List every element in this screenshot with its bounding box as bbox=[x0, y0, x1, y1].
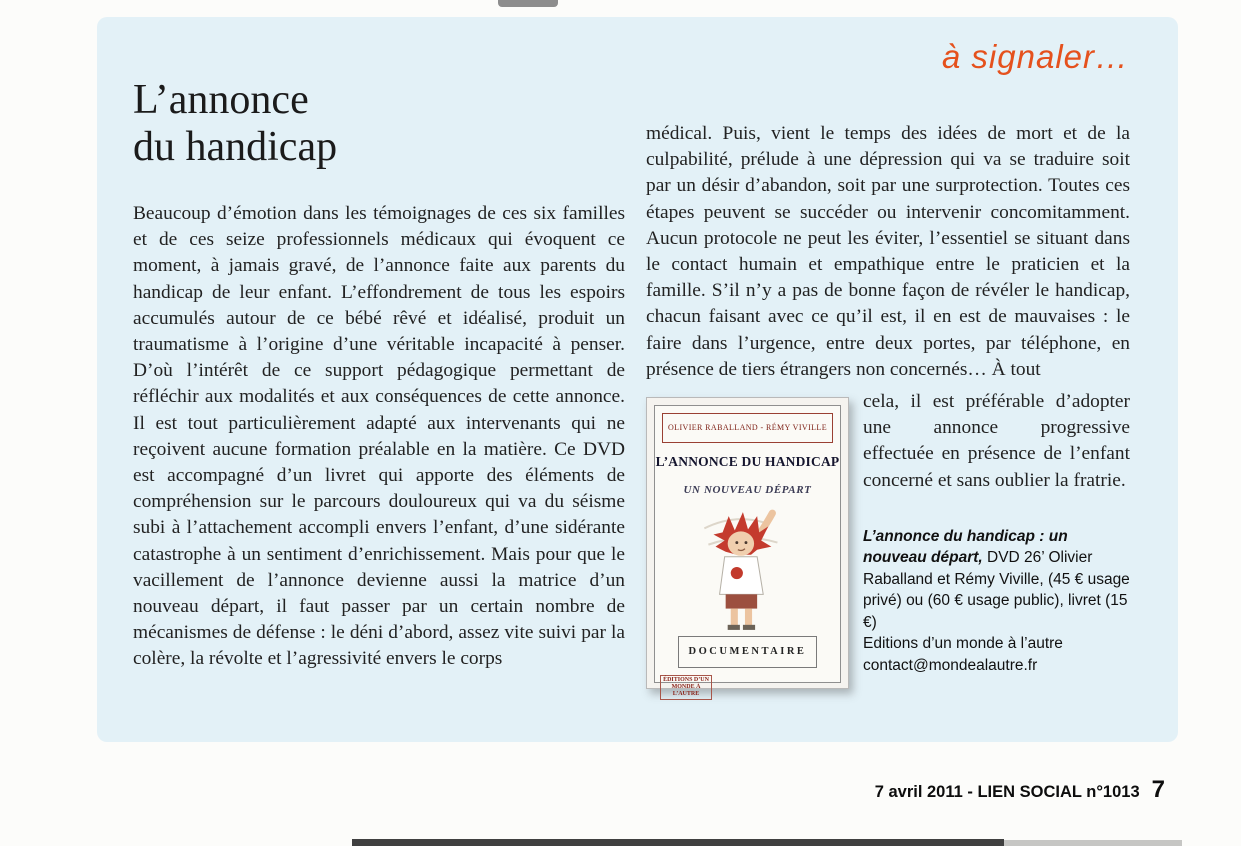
page-footer bbox=[875, 776, 1165, 804]
dvd-illustration bbox=[660, 504, 835, 636]
article-wrap-text: cela, il est préférable d’adopter une annonce progressive effectuée en présence de l’enfant concerné et sans oublier la fratrie. bbox=[863, 391, 1130, 491]
dvd-title: L’ANNONCE DU HANDICAP bbox=[655, 454, 840, 470]
article-panel bbox=[97, 17, 1178, 742]
article-title bbox=[133, 77, 337, 171]
footer-issue-info: 7 avril 2011 - LIEN SOCIAL n°1013 bbox=[874, 783, 1140, 801]
scan-artifact-bottom-light bbox=[1004, 840, 1182, 846]
caption-publisher: Editions d’un monde à l’autre bbox=[863, 635, 1063, 653]
dvd-cover-inner bbox=[654, 405, 841, 697]
caption-contact-email: contact@mondealautre.fr bbox=[863, 656, 1038, 674]
media-text-column bbox=[849, 389, 1130, 689]
caption-details: DVD 26’ Olivier Raballand et Rémy Viville, (45 € usage privé) ou (60 € usage public), livret (15 €) bbox=[863, 549, 1130, 631]
article-column-left: Beaucoup d’émotion dans les témoignages de ces six familles et de ces seize professionnels médicaux qui évoquent ce moment, à jamais gravé, de l’annonce faite aux parents du handicap de leur enfant. L’effondrement de tous les espoirs accumulés autour de ce bébé rêvé et idéalisé, produit un traumatisme à l’origine d’une véritable incapacité à penser. D’où l’intérêt de ce support pédagogique permettant de réfléchir aux modalités et aux conséquences de cette annonce. Il est tout particulièrement adapté aux intervenants qui ne reçoivent aucune formation préalable en la matière. Ce DVD est accompagné d’un livret qui apporte des éléments de compréhension sur le parcours douloureux qui va du séisme subi à l’attachement accompli envers l’enfant, d’une sidérante catastrophe à un sentiment d’enrichissement. Mais pour que le vacillement de l’annonce devienne aussi la matrice d’un nouveau départ, il faut passer par un certain nombre de mécanismes de défense : le déni d’abord, assez vite suivi par la colère, la révolte et l’agressivité envers le corps bbox=[133, 203, 625, 670]
page-number: 7 bbox=[1151, 776, 1165, 803]
media-row bbox=[646, 389, 1130, 697]
article-column-right bbox=[646, 121, 1130, 697]
dvd-publisher-logo: ÉDITIONS D’UN MONDE À L’AUTRE bbox=[660, 675, 712, 700]
caption-main bbox=[863, 526, 1130, 634]
scan-artifact-bottom-dark bbox=[352, 839, 1004, 846]
article-title-line2: du handicap bbox=[133, 124, 338, 170]
dvd-publisher-row bbox=[660, 675, 835, 700]
article-column-right-text: médical. Puis, vient le temps des idées de mort et de la culpabilité, prélude à une dépression qui va se traduire soit par un désir d’abandon, soit par une surprotection. Toutes ces étapes peuvent se succéder ou intervenir concomitamment. Aucun protocole ne peut les éviter, l’essentiel se situant dans le contact humain et empathique entre le praticien et la famille. S’il n’y a pas de bonne façon de révéler le handicap, chacun faisant avec ce qu’il est, il en est de mauvaises : le faire dans l’urgence, entre deux portes, par téléphone, en présence de tiers étrangers non concernés… À tout bbox=[646, 123, 1130, 380]
scan-artifact-top bbox=[498, 0, 558, 7]
dvd-subtitle: UN NOUVEAU DÉPART bbox=[683, 484, 812, 497]
dvd-genre-label: DOCUMENTAIRE bbox=[678, 636, 818, 668]
caption-title: L’annonce du handicap : un nouveau départ, bbox=[863, 527, 1068, 567]
dvd-cover bbox=[646, 397, 849, 697]
article-title-line1: L’annonce bbox=[133, 77, 309, 123]
dvd-caption bbox=[863, 526, 1130, 677]
section-flag: à signaler… bbox=[941, 38, 1129, 75]
dvd-authors: OLIVIER RABALLAND - RÉMY VIVILLE bbox=[662, 413, 833, 443]
